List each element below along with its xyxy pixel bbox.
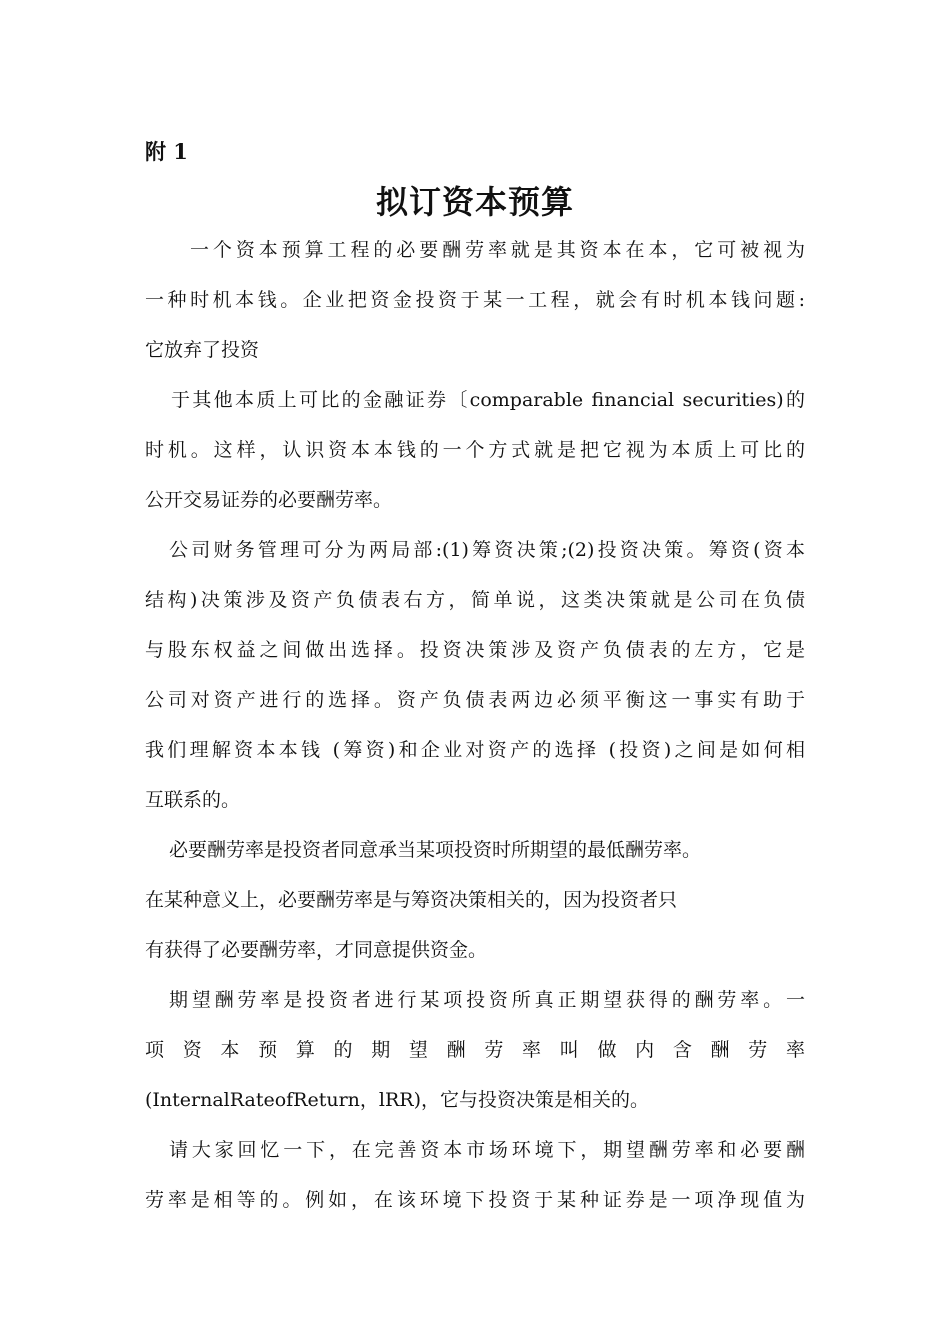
- text-line: 一种时机本钱。企业把资金投资于某一工程，就会有时机本钱问题:: [145, 289, 805, 311]
- text-line: 公开交易证券的必要酬劳率。: [145, 489, 393, 511]
- text-line: 有获得了必要酬劳率，才同意提供资金。: [145, 939, 488, 961]
- text-line: 公司财务管理可分为两局部:(1)筹资决策;(2)投资决策。筹资(资本: [169, 539, 805, 561]
- text-line: 互联系的。: [145, 789, 241, 811]
- document-title: 拟订资本预算: [375, 183, 574, 221]
- text-line: 结构)决策涉及资产负债表右方，简单说，这类决策就是公司在负债: [145, 589, 805, 611]
- text-line: (InternalRateofReturn，lRR)，它与投资决策是相关的。: [145, 1089, 650, 1111]
- text-line: 我们理解资本本钱 (筹资)和企业对资产的选择 (投资)之间是如何相: [145, 739, 805, 761]
- text-line: 一个资本预算工程的必要酬劳率就是其资本在本，它可被视为: [190, 239, 805, 261]
- text-line: 期望酬劳率是投资者进行某项投资所真正期望获得的酬劳率。一: [169, 989, 805, 1011]
- text-line: 在某种意义上，必要酬劳率是与筹资决策相关的，因为投资者只: [145, 889, 678, 911]
- text-line: 与股东权益之间做出选择。投资决策涉及资产负债表的左方，它是: [145, 639, 805, 661]
- spread-text-line: 项 资 本 预 算 的 期 望 酬 劳 率 叫 做 内 含 酬 劳 率: [145, 1039, 805, 1061]
- text-line: 请大家回忆一下，在完善资本市场环境下，期望酬劳率和必要酬: [169, 1139, 805, 1161]
- appendix-label: 附 1: [145, 139, 188, 164]
- text-line: 必要酬劳率是投资者同意承当某项投资时所期望的最低酬劳率。: [169, 839, 702, 861]
- text-line: 它放弃了投资: [145, 339, 260, 361]
- text-line: 于其他本质上可比的金融证券〔comparable financial securities)的: [171, 389, 805, 411]
- text-line: 时机。这样，认识资本本钱的一个方式就是把它视为本质上可比的: [145, 439, 805, 461]
- text-line: 公司对资产进行的选择。资产负债表两边必须平衡这一事实有助于: [145, 689, 805, 711]
- text-line: 劳率是相等的。例如，在该环境下投资于某种证券是一项净现值为: [145, 1189, 805, 1211]
